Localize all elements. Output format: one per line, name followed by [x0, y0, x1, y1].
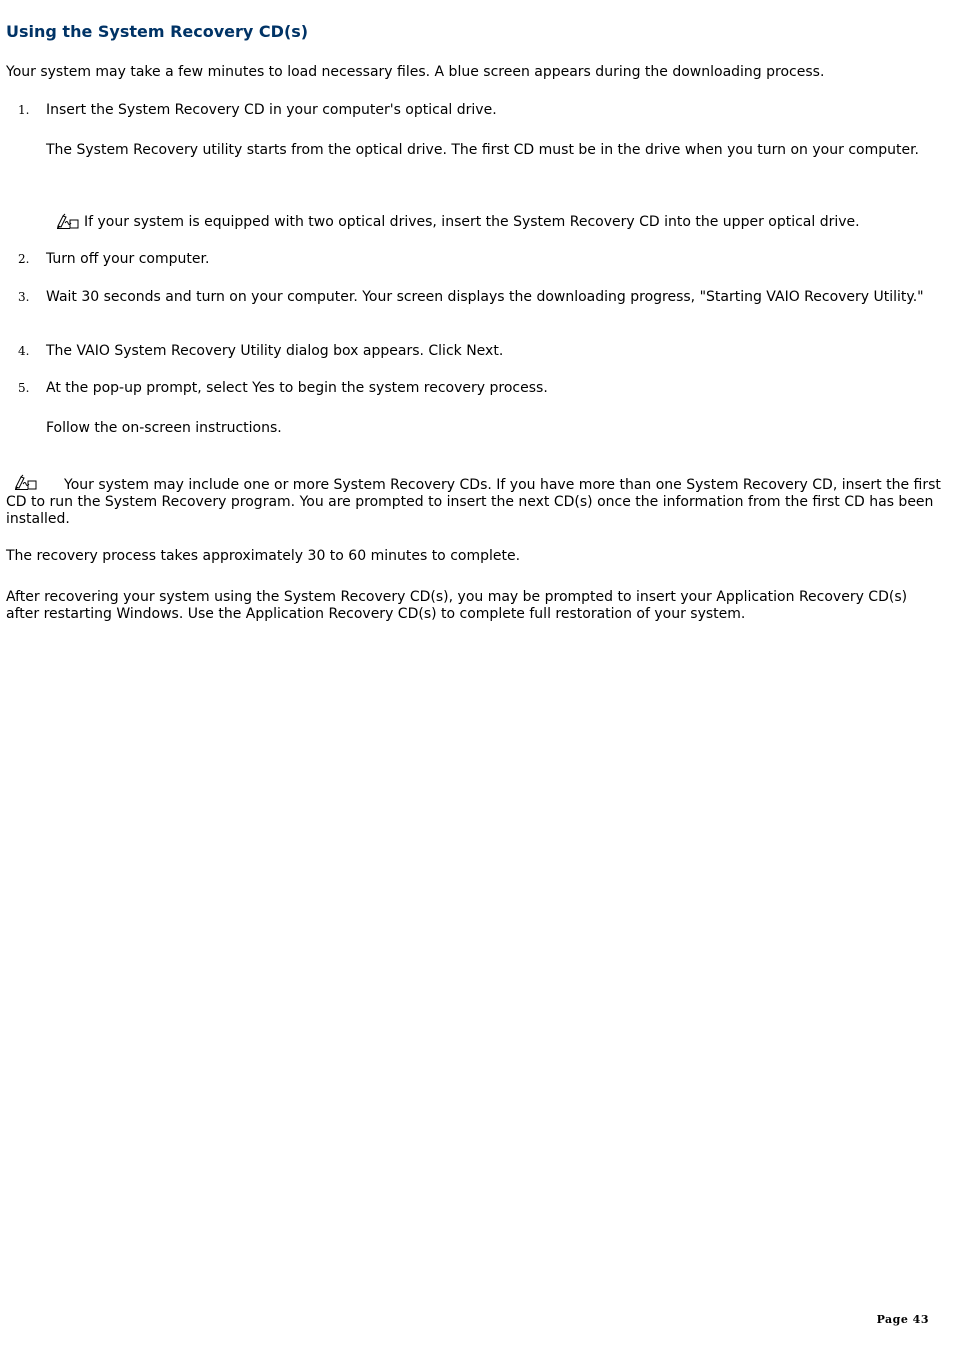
page-number: Page 43: [876, 1313, 929, 1326]
recovery-cd-note-text: Your system may include one or more System Recovery CDs. If you have more than one System Recovery CD, insert the first CD to run the System Recovery program. You are prompted to insert the next CD(s) once the information from the first CD has been installed.: [6, 477, 941, 527]
step-2-number: 2.: [18, 252, 30, 266]
step-1-detail: The System Recovery utility starts from the optical drive. The first CD must be in the drive when you turn on your computer.: [46, 142, 919, 158]
note-pen-icon: [56, 213, 80, 229]
step-1-number: 1.: [18, 103, 30, 117]
duration-paragraph: The recovery process takes approximately 30 to 60 minutes to complete.: [6, 548, 521, 564]
step-3-number: 3.: [18, 290, 30, 304]
step-1-note-text: If your system is equipped with two optical drives, insert the System Recovery CD into the upper optical drive.: [84, 214, 860, 230]
step-1-text: Insert the System Recovery CD in your computer's optical drive.: [46, 102, 497, 118]
step-5-number: 5.: [18, 381, 30, 395]
step-1-note: [56, 213, 860, 231]
recovery-cd-note: [6, 474, 944, 528]
page-title: Using the System Recovery CD(s): [6, 22, 309, 41]
step-2-text: Turn off your computer.: [46, 251, 210, 267]
note-pen-icon: [14, 474, 42, 490]
step-4-text: The VAIO System Recovery Utility dialog box appears. Click Next.: [46, 343, 504, 359]
step-3-text: Wait 30 seconds and turn on your computer. Your screen displays the downloading progress, "Starting VAIO Recovery Utility.": [46, 289, 924, 305]
after-recovery-paragraph: After recovering your system using the System Recovery CD(s), you may be prompted to insert your Application Recovery CD(s) after restarting Windows. Use the Application Recovery CD(s) to complete full restoration of your system.: [6, 589, 908, 622]
intro-paragraph: Your system may take a few minutes to load necessary files. A blue screen appears during the downloading process.: [6, 64, 825, 80]
step-4-number: 4.: [18, 344, 30, 358]
step-5-detail: Follow the on-screen instructions.: [46, 420, 282, 436]
step-5-text: At the pop-up prompt, select Yes to begin the system recovery process.: [46, 380, 548, 396]
